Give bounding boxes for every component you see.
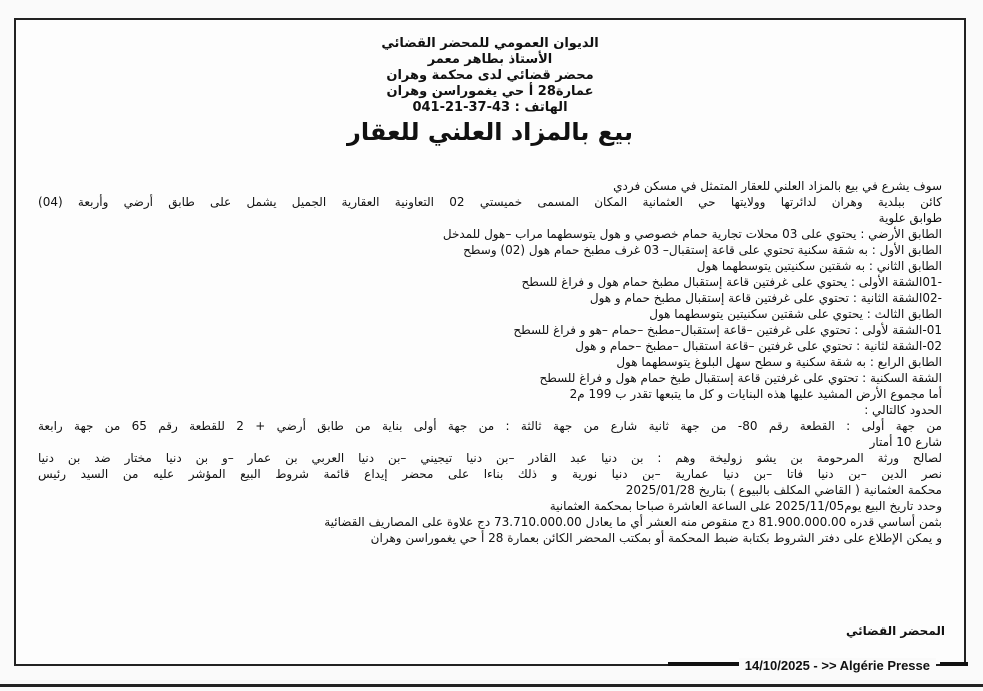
body-line: الطابق الأول : به شقة سكنية تحتوي على قاعة إستقبال– 03 غرف مطبخ حمام هول (02) وسطح — [463, 243, 942, 257]
body-line: 02-الشقة لثانية : تحتوي على غرفتين –قاعة استقبال –مطبخ –حمام و هول — [575, 339, 942, 353]
body-line: الطابق الثاني : به شقتين سكنيتين يتوسطهما هول — [696, 259, 942, 273]
footer — [668, 658, 968, 672]
signature: المحضر القضائي — [845, 624, 945, 638]
body-line: لصالح ورثة المرحومة بن يشو زوليخة وهم : بن دنيا عبد القادر –بن دنيا تيجيني –بن دنيا العربي بن عمار –و بن دنيا مختار ضد بن دنيا — [38, 451, 942, 465]
body-line: -02الشقة الثانية : تحتوي على غرفتين قاعة إستقبال مطبخ حمام و هول — [589, 291, 942, 305]
office-name: الديوان العمومي للمحضر القضائي — [381, 36, 599, 51]
body-line: الطابق الرابع : به شقة سكنية و سطح سهل البلوغ يتوسطهما هول — [616, 355, 942, 369]
body-line: 01-الشقة لأولى : تحتوي على غرفتين –قاعة إستقبال–مطبخ –حمام –هو و فراغ للسطح — [513, 323, 942, 337]
body-line: الشقة السكنية : تحتوي على غرفتين قاعة إستقبال طبخ حمام هول و فراغ للسطح — [539, 371, 942, 385]
office-address: عمارة28 أ حي يغموراسن وهران — [386, 84, 594, 99]
body-line: و يمكن الإطلاع على دفتر الشروط بكتابة ضبط المحكمة أو بمكتب المحضر الكائن بعمارة 28 أ حي يغموراسن وهران — [370, 531, 942, 545]
body-line: نصر الدين –بن دنيا فاتا –بن دنيا عمارية –بن دنيا نورية و ذلك بناءا على محضر إيداع قائمة شروط البيع المؤشر عليه من السيد رئيس — [38, 467, 942, 481]
body-line: كائن ببلدية وهران لدائرتها وولايتها حي العثمانية المكان المسمى خميستي 02 التعاونية العقارية الجميل يشمل على طابق أرضي وأربعة (04) — [38, 195, 943, 209]
body-line: سوف يشرع في بيع بالمزاد العلني للعقار المتمثل في مسكن فردي — [613, 179, 942, 193]
body-line: الطابق الثالث : يحتوي على شقتين سكنيتين يتوسطهما هول — [649, 307, 942, 321]
notice-frame — [14, 18, 966, 666]
notice-body — [38, 178, 942, 546]
body-line: أما مجموع الأرض المشيد عليها هذه البنايات و كل ما يتبعها تقدر ب 199 م2 — [569, 387, 942, 401]
body-line: طوابق علوية — [878, 211, 942, 225]
bailiff-court: محضر قضائي لدى محكمة وهران — [386, 68, 594, 83]
body-line: من جهة أولى : القطعة رقم 80- من جهة ثانية شارع من جهة ثالثة : من جهة أولى بناية من طابق أرضي + 2 للقطعة رقم 65 من جهة رابعة — [38, 419, 942, 433]
notice-header — [16, 36, 964, 147]
body-line: الطابق الأرضي : يحتوي على 03 محلات تجارية حمام خصوصي و هول يتوسطهما مراب –هول للمدخل — [442, 227, 942, 241]
notice-title: بيع بالمزاد العلني للعقار — [347, 118, 633, 146]
body-line: -01الشقة الأولى : يحتوي على غرفتين قاعة إستقبال مطبخ حمام هول و فراغ للسطح — [521, 275, 942, 289]
bottom-rule — [0, 684, 983, 687]
body-line: وحدد تاريخ البيع يوم2025/11/05 على الساعة العاشرة صباحا بمحكمة العثمانية — [549, 499, 942, 513]
body-line: شارع 10 أمتار — [869, 435, 942, 449]
body-line: محكمة العثمانية ( القاضي المكلف بالبيوع ) بتاريخ 2025/01/28 — [625, 483, 942, 497]
bailiff-name: الأستاذ بطاهر معمر — [427, 52, 553, 67]
body-line: الحدود كالتالي : — [864, 403, 942, 417]
office-phone: الهاتف : 43-37-21-041 — [412, 100, 568, 115]
footer-source: 14/10/2025 - >> Algérie Presse — [739, 658, 936, 673]
body-line: بثمن أساسي قدره 81.900.000.00 دج منقوص منه العشر أي ما يعادل 73.710.000.00 دج علاوة على المصاريف القضائية — [324, 515, 942, 529]
